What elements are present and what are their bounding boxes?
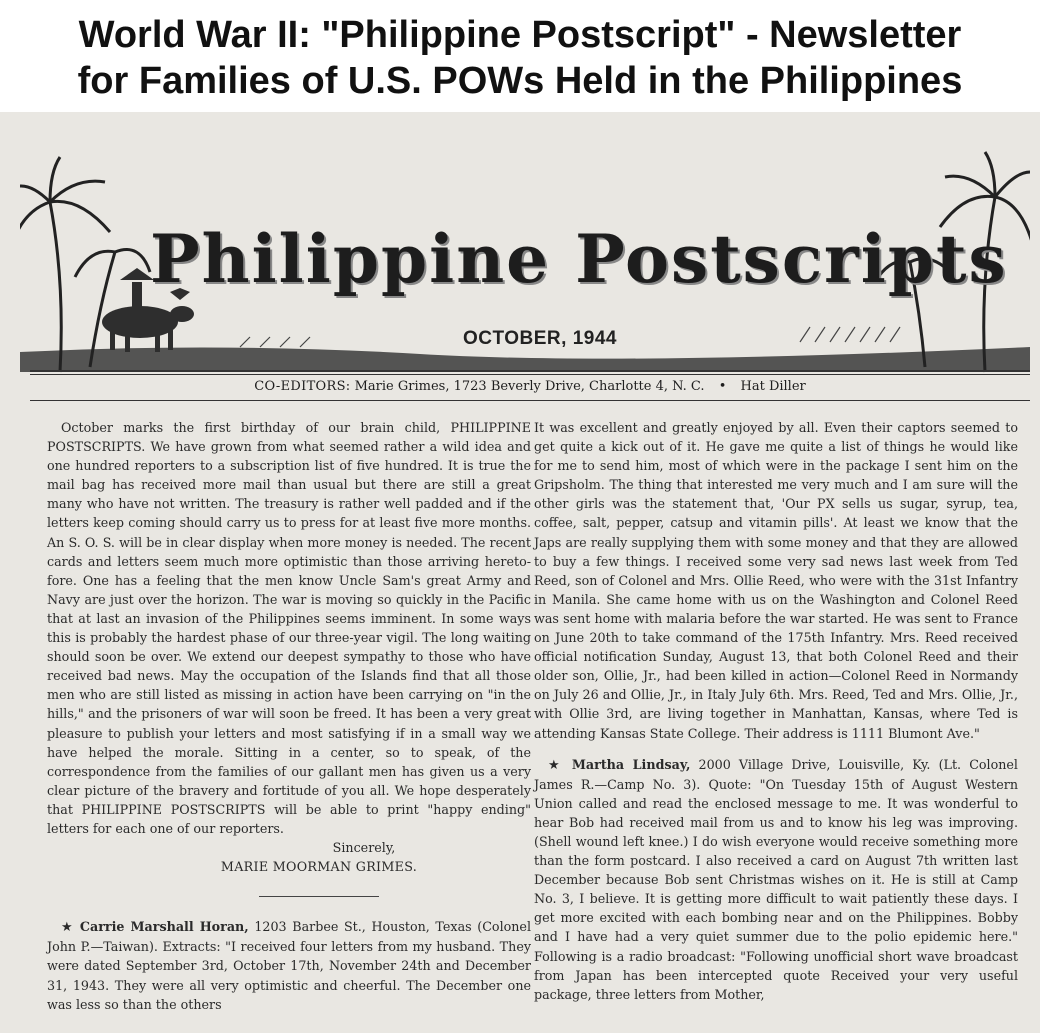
entry-name: Martha Lindsay,: [571, 756, 691, 772]
coeditors-text: Marie Grimes, 1723 Beverly Drive, Charlotte 4, N. C.: [354, 379, 705, 394]
heading-line-2: for Families of U.S. POWs Held in the Philippines: [77, 60, 963, 102]
top-rule-thin: [30, 374, 1030, 375]
star-icon: ★: [548, 757, 564, 773]
masthead-title: Philippine Postscripts: [150, 220, 1008, 298]
letter-entry-lindsay: [534, 755, 1018, 1004]
newsletter-scan: [0, 112, 1040, 1033]
continued-text: It was excellent and greatly enjoyed by all. Even their captors seemed to get quite a kick out of it. He gave me quite a list of things he would like for me to send him, most of which were in the package I sent him on the Gripsholm. The thing that interested me very much and I am sure will the other girls was the statement that, 'Our PX sells us sugar, syrup, tea, coffee, salt, pepper, catsup and vitamin pills'. At least we know that the Japs are really supplying them with some money and that they are allowed to buy a few things. I received some very sad news last week from Ted Reed, son of Colonel and Mrs. Ollie Reed, who were with the 31st Infantry in Manila. She came home with us on the Washington and Colonel Reed was sent home with malaria before the war started. He was sent to France on June 20th to take command of the 175th Infantry. Mrs. Reed received official notification Sunday, August 13, that both Colonel Reed and their older son, Ollie, Jr., had been killed in action—Colonel Reed in Normandy on July 26 and Ollie, Jr., in Italy July 6th. Mrs. Reed, Ted and Mrs. Ollie, Jr., with Ollie 3rd, are living together in Manhattan, Kansas, where Ted is attending Kansas State College. Their address is 1111 Blumont Ave.": [534, 420, 1018, 741]
section-divider: [259, 896, 379, 897]
top-rule: [30, 370, 1030, 372]
sincerely: Sincerely,: [332, 840, 396, 856]
letter-entry-horan: [47, 917, 531, 1013]
entry-text: 1203 Barbee St., Houston, Texas (Colonel John P.—Taiwan). Extracts: "I received four letters from my husband. They were dated September 3rd, October 17th, November 24th and December 31, 1943. They were all very optimistic and cheerful. The December one was less so than the others: [47, 919, 532, 1012]
star-icon: ★: [61, 920, 75, 936]
masthead: [20, 142, 1030, 382]
coeditors-second: Hat Diller: [740, 379, 806, 394]
entry-name: Carrie Marshall Horan,: [79, 919, 249, 935]
entry-text: 2000 Village Drive, Louisville, Ky. (Lt. Colonel James R.—Camp No. 3). Quote: "On Tuesday 15th of August Western Union called and read the enclosed message to me. It was wonderful to hear Bob had received mail from us and to know his leg was improving. (Shell wound left knee.) I do wish everyone would receive something more than the form postcard. I also received a card on August 7th written last December because Bob sent Christmas wishes on it. He is still at Camp No. 3, I believe. It is getting more difficult to wait patiently these days. I get more excited with each bombing near and on the Philippines. Bobby and I have had a very quiet summer due to the polio epidemic here." Following is a radio broadcast: "Following unofficial short wave broadcast from Japan has been intercepted quote Received your very useful package, three letters from Mother,: [534, 756, 1018, 1002]
coeditors-label: CO-EDITORS:: [254, 379, 351, 394]
coeditors-line: [30, 376, 1030, 398]
bottom-rule: [30, 400, 1030, 401]
left-column: [47, 418, 531, 1014]
signature: MARIE MOORMAN GRIMES.: [220, 859, 418, 875]
heading-line-1: World War II: "Philippine Postscript" - Newsletter: [78, 14, 962, 56]
right-column: [534, 418, 1018, 1004]
issue-date: OCTOBER, 1944: [463, 328, 617, 349]
editorial-paragraph: October marks the first birthday of our brain child, PHILIPPINE POSTSCRIPTS. We have grown from what seemed rather a wild idea and one hundred reporters to a subscription list of five hundred. It is true the mail bag has received more mail than usual but there are still a great many who have not written. The treasury is rather well padded and if the letters keep coming should carry us to press for at least five more months. An S. O. S. will be in clear display when more money is needed. The recent cards and letters seem much more optimistic than those arriving hereto-fore. One has a feeling that the men know Uncle Sam's great Army and Navy are just over the horizon. The war is moving so quickly in the Pacific that at last an invasion of the Philippines seems imminent. In some ways this is probably the hardest phase of our three-year vigil. The long waiting should soon be over. We extend our deepest sympathy to those who have received bad news. May the occupation of the Islands find that all those men who are still listed as missing in action have been carrying on "in the hills," and the prisoners of war will soon be freed. It has been a very great pleasure to publish your letters and most satisfying if in a small way we have helped the morale. Sitting in a center, so to speak, of the correspondence from the families of our gallant men has given us a very clear picture of the bravery and fortitude of you all. We hope desperately that PHILIPPINE POSTSCRIPTS will be able to print "happy ending" letters for each one of our reporters.: [47, 420, 531, 836]
page-heading: [0, 0, 1040, 112]
coeditors-bullet: •: [718, 379, 727, 394]
